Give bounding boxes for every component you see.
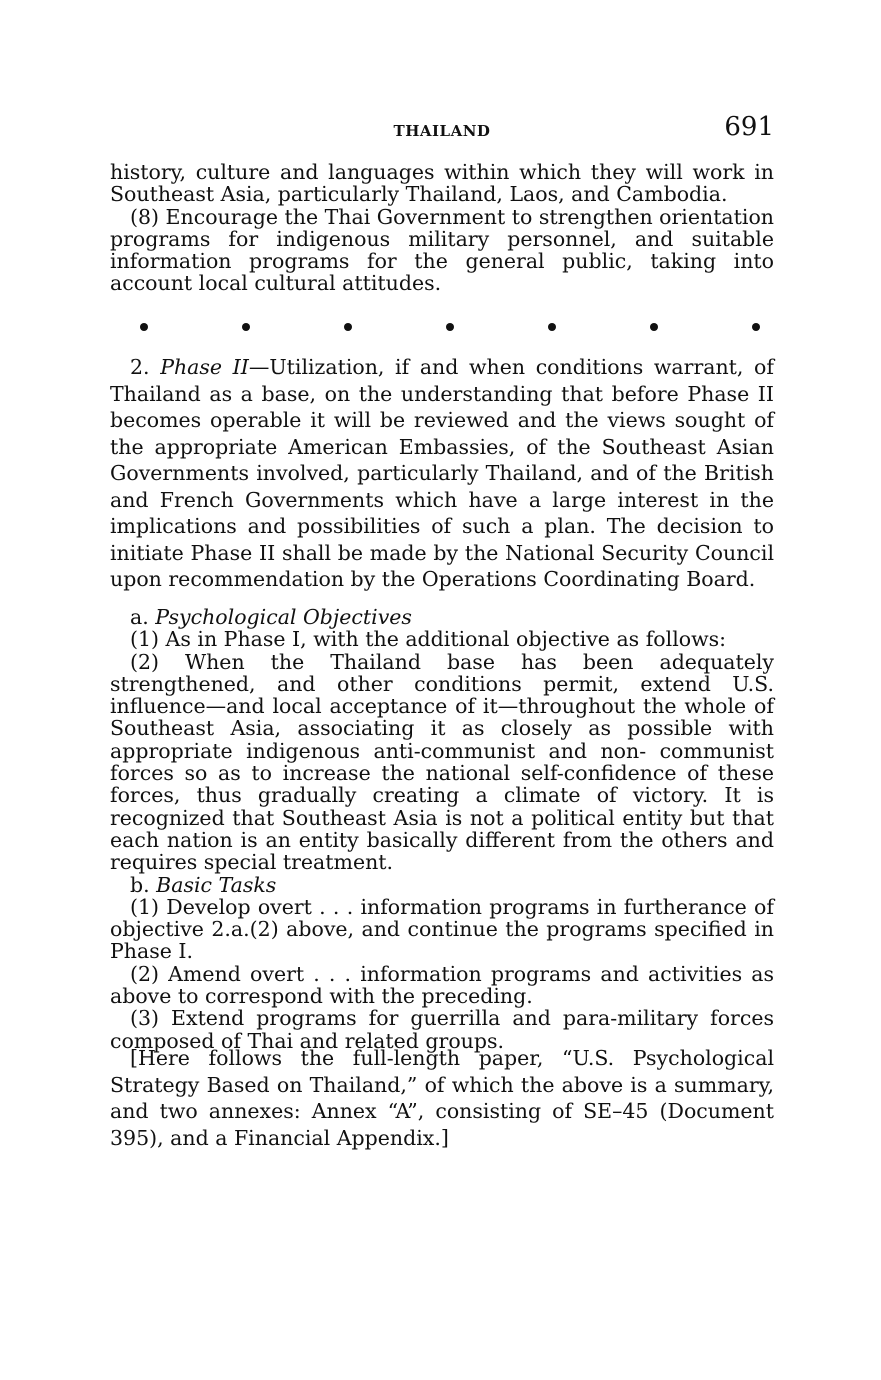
phase-label: Phase II: [160, 355, 249, 379]
ellipsis-dots: [140, 313, 760, 341]
phase-ii-paragraph: [110, 354, 774, 593]
continuation-block: [110, 161, 774, 295]
editorial-note-block: [110, 1045, 774, 1151]
section-a-item: (1) As in Phase I, with the additional objective as follows:: [130, 627, 727, 652]
page-header: [110, 112, 774, 152]
page-number: 691: [724, 112, 774, 142]
running-title: THAILAND: [393, 122, 491, 140]
ellipsis-dot: [140, 323, 148, 331]
ellipsis-dot: [752, 323, 760, 331]
section-b-heading: b. Basic Tasks: [130, 872, 277, 897]
ellipsis-dot: [242, 323, 250, 331]
ellipsis-dot: [548, 323, 556, 331]
section-b-item: (2) Amend overt . . . information programs and activities as above to correspond with the preceding.: [110, 961, 774, 1009]
section-a-title: Psychological Objectives: [155, 605, 412, 629]
paragraph-item-8: (8) Encourage the Thai Government to strengthen orientation programs for indigenous military personnel, and suitable information programs for the general public, taking into account local cultural attitudes.: [110, 204, 774, 296]
section-b-title: Basic Tasks: [156, 872, 277, 897]
sections-block: [110, 606, 774, 1052]
section-b-item: (1) Develop overt . . . information programs in furtherance of objective 2.a.(2) above, and continue the programs specified in Phase I.: [110, 894, 774, 964]
section-a-item: (2) When the Thailand base has been adequately strengthened, and other conditions permit, extend U.S. influence—and local acceptance of it—throughout the whole of Southeast Asia, associating it as closely as possible with appropriate indigenous anti-communist and non- communist forces so as to increase the national self-confidence of these forces, thus gradually creating a climate of victory. It is recognized that Southeast Asia is not a political entity but that each nation is an entity basically different from the others and requires special treatment.: [110, 649, 774, 875]
phase-text: —Utilization, if and when conditions warrant, of Thailand as a base, on the understanding that before Phase II becomes operable it will be reviewed and the views sought of the appropriate American Embassies, of the Southeast Asian Governments involved, particularly Thailand, and of the British and French Governments which have a large interest in the implications and possibilities of such a plan. The decision to initiate Phase II shall be made by the National Security Council upon recommendation by the Operations Coordinating Board.: [110, 355, 774, 591]
phase-number: 2.: [130, 355, 150, 379]
ellipsis-dot: [344, 323, 352, 331]
ellipsis-dot: [650, 323, 658, 331]
ellipsis-dot: [446, 323, 454, 331]
paragraph-continuation: history, culture and languages within which they will work in Southeast Asia, particularly Thailand, Laos, and Cambodia.: [110, 160, 774, 207]
section-b-item: (3) Extend programs for guerrilla and para-military forces composed of Thai and related groups.: [110, 1006, 774, 1053]
section-a-heading: a. Psychological Objectives: [130, 605, 412, 629]
editorial-note: [Here follows the full-length paper, “U.S. Psychological Strategy Based on Thailand,” of which the above is a summary, and two annexes: Annex “A”, consisting of SE–45 (Document 395), and a Financial Appendix.]: [110, 1046, 774, 1150]
